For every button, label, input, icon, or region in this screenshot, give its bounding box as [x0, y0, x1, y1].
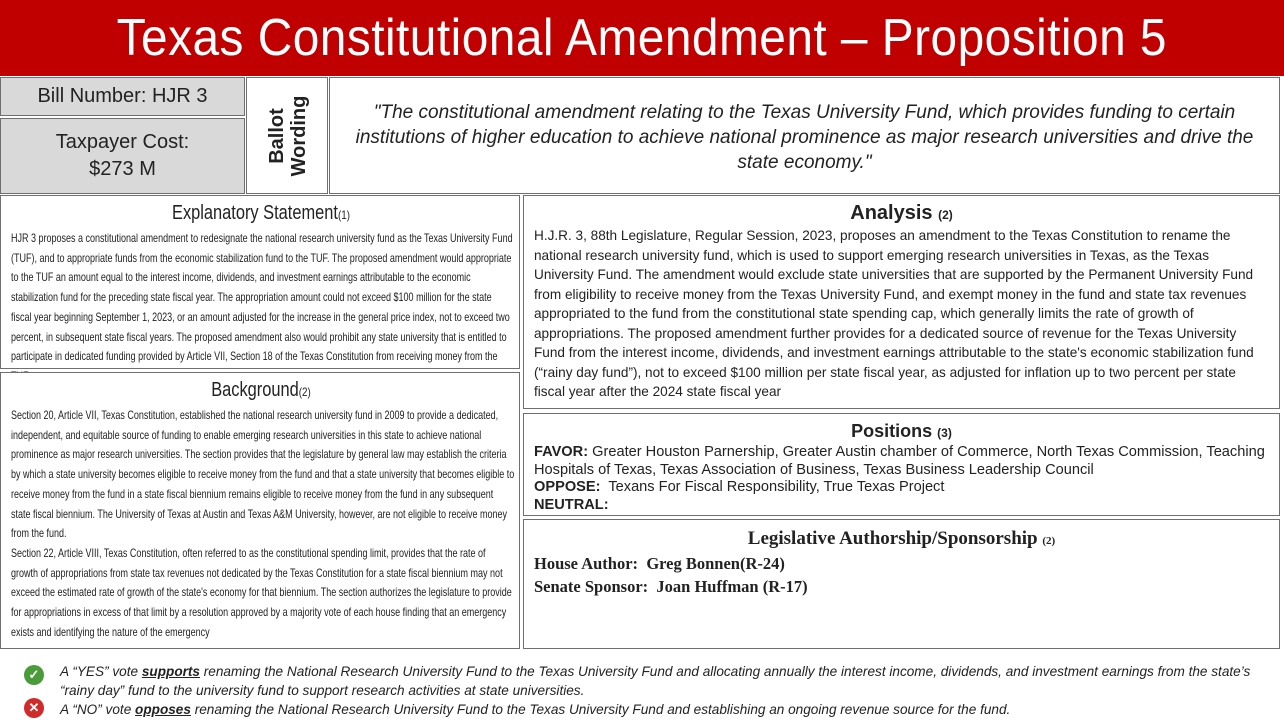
positions-section: [523, 413, 1280, 516]
background-para-1: Section 20, Article VII, Texas Constitution, established the national research university fund in 2009 to provide a dedicated, independent, and equitable source of funding to enable emerging research universities in this state to achieve national prominence as major research universities. The section provides that the legislature by general law may establish the criteria by which a state university becomes eligible to receive money from the fund and that a state university that becomes eligible to receive money from the fund in a state fiscal biennium remains eligible to receive money from the fund in any subsequent state fiscal biennium. The University of Texas at Austin and Texas A&M University, however, are not eligible to receive money from the fund.: [11, 409, 515, 541]
background-para-2: Section 22, Article VIII, Texas Constitution, often referred to as the constitutional spending limit, provides that the rate of growth of appropriations from state tax revenues not dedicated by the Texas Constitution for a state fiscal biennium may not exceed the estimated rate of growth of the state's economy for that biennium. The section authorizes the legislature to provide for appropriations in excess of that limit by a resolution approved by a majority vote of each house finding that an emergency exists and identifying the nature of the emergency: [11, 546, 512, 639]
ballot-wording: "The constitutional amendment relating to the Texas University Fund, which provides funding to certain institutions of higher education to achieve national prominence as major research universities and drive the state economy.": [329, 77, 1280, 194]
ballot-wording-label: [246, 77, 328, 194]
explanatory-statement: [0, 195, 520, 369]
yes-vote-note: ✓ A “YES” vote supports renaming the National Research University Fund to the Texas University Fund and allocating annually the interest income, dividends, and investment earnings from the state’s “rainy day” fund to the university fund to support research activities at state universities.: [24, 662, 1274, 700]
legislative-section: [523, 519, 1280, 649]
senate-sponsor: Senate Sponsor: Joan Huffman (R-17): [534, 577, 808, 596]
legislative-title: Legislative Authorship/Sponsorship (2): [747, 528, 1056, 549]
analysis-title: Analysis (2): [850, 202, 953, 224]
taxpayer-cost-label: Taxpayer Cost:: [55, 131, 190, 153]
analysis-body: H.J.R. 3, 88th Legislature, Regular Session, 2023, proposes an amendment to the Texas Constitution to rename the national research university fund, which is used to support emerging research universities in Texas, as the Texas University Fund. The amendment would exclude state universities that are supported by the Permanent University Fund from eligibility to receive money from the Texas University Fund, and exempt money in the fund and state tax revenues appropriated to the fund from the constitutional state spending cap, which generally limits the rate of growth of appropriations. The proposed amendment further provides for a dedicated source of revenue for the Texas University Fund from the interest income, dividends, and investment earnings attributable to the state's economic stabilization fund (“rainy day fund”), not to exceed $100 million per state fiscal year, as adjusted for inflation up to two percent per state fiscal year after the 2024 state fiscal year: [534, 228, 1254, 399]
analysis-section: [523, 195, 1280, 409]
positions-neutral: NEUTRAL:: [534, 496, 609, 513]
positions-title: Positions (3): [851, 421, 952, 441]
bill-number: Bill Number: HJR 3: [0, 77, 245, 116]
explanatory-title: Explanatory Statement(1): [172, 202, 350, 224]
background-section: [0, 372, 520, 649]
taxpayer-cost: [0, 118, 245, 194]
positions-oppose: OPPOSE: Texans For Fiscal Responsibility, True Texas Project: [534, 479, 945, 495]
check-circle-icon: ✓: [24, 665, 44, 685]
taxpayer-cost-value: $273 M: [89, 158, 156, 180]
house-author: House Author: Greg Bonnen(R-24): [534, 554, 785, 573]
x-circle-icon: ✕: [24, 698, 44, 718]
explanatory-body: HJR 3 proposes a constitutional amendment to redesignate the national research university fund as the Texas University Fund (TUF), and to appropriate funds from the economic stabilization fund to the TUF. The proposed amendment would appropriate to the TUF an amount equal to the interest income, dividends, and investment earnings attributable to the economic stabilization fund for the preceding state fiscal year. The appropriation amount could not exceed $100 million for the state fiscal year beginning September 1, 2023, or an amount adjusted for the increase in the general price index, not to exceed two percent, in subsequent state fiscal years. The proposed amendment also would prohibit any state university that is entitled to participate in dedicated funding provided by Article VII, Section 18 of the Texas Constitution from receiving money from the: [11, 232, 513, 364]
background-title: Background(2): [211, 379, 311, 401]
no-vote-note: ✕ A “NO” vote opposes renaming the National Research University Fund to the Texas University Fund and establishing an ongoing revenue source for the fund.: [24, 700, 1274, 720]
positions-favor: FAVOR: Greater Houston Parnership, Greater Austin chamber of Commerce, North Texas Commission, Teaching Hospitals of Texas, Texas Association of Business, Texas Business Leadership Council: [534, 444, 1265, 478]
ballot-label-line2: Wording: [288, 95, 310, 177]
page-title: Texas Constitutional Amendment – Proposition 5: [0, 0, 1284, 76]
ballot-label-line1: Ballot: [266, 108, 288, 164]
